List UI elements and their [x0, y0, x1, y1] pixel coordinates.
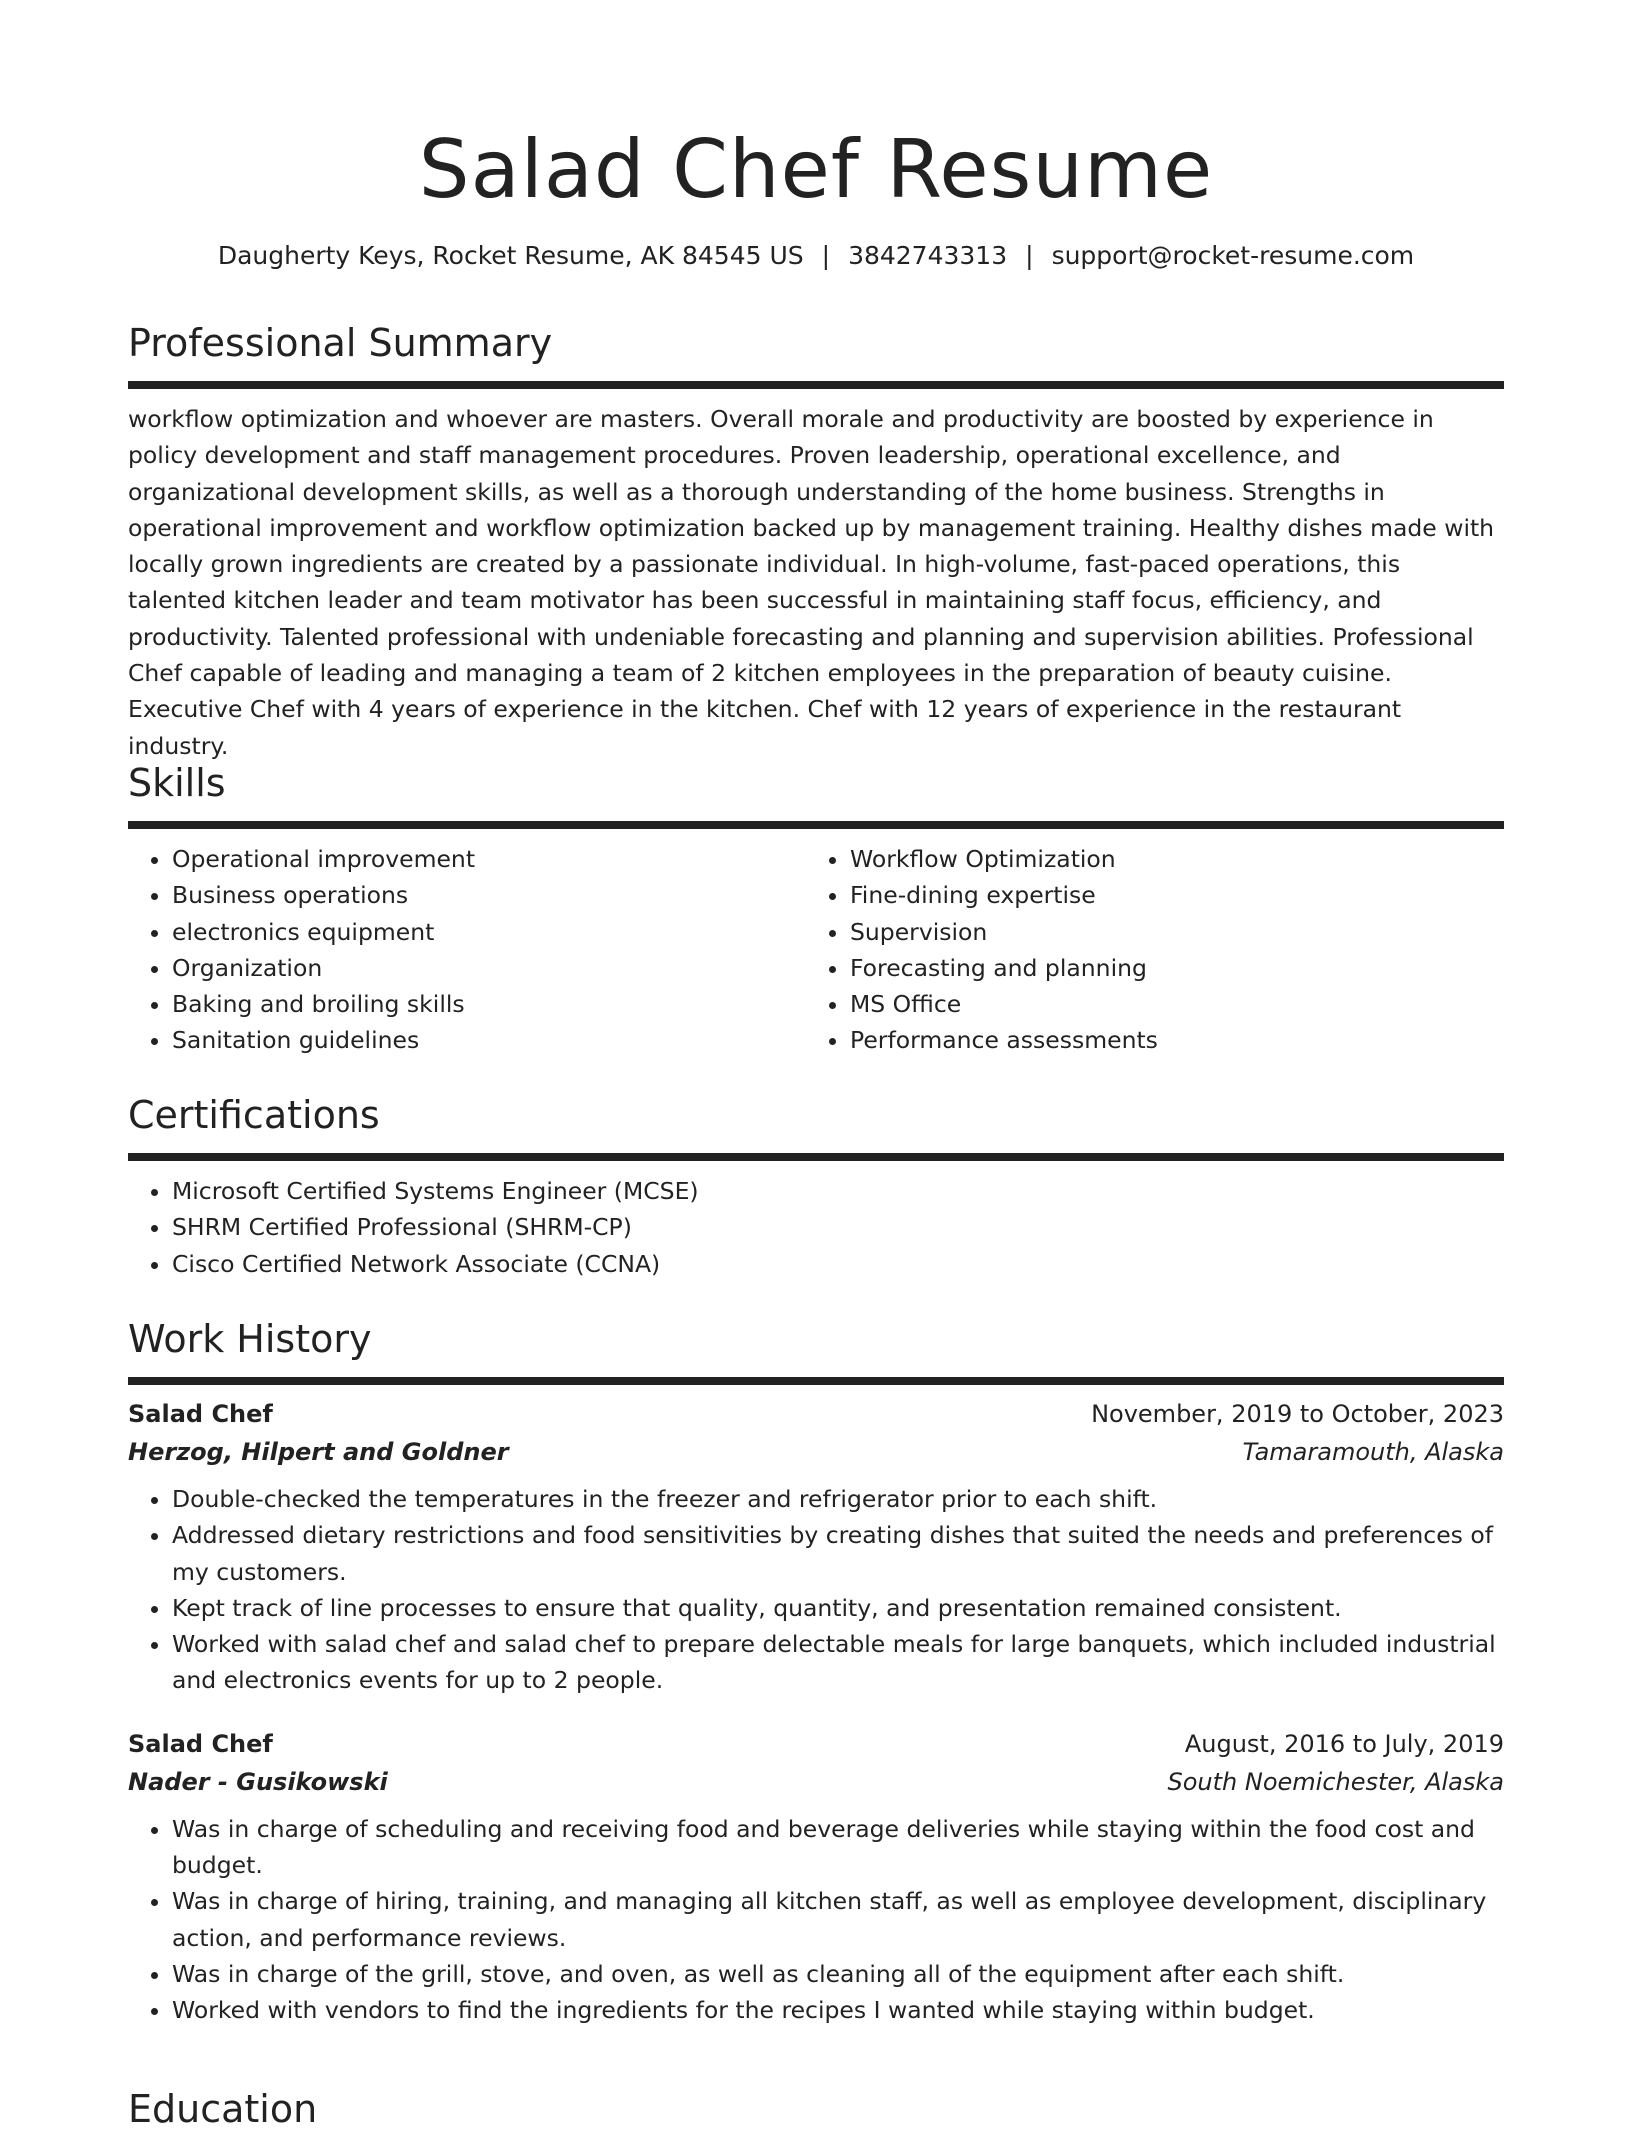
skill-item: • Supervision: [850, 914, 1484, 950]
skill-item: • Fine-dining expertise: [850, 877, 1484, 913]
certifications-list: [128, 1173, 1504, 1282]
skill-item: • Baking and broiling skills: [172, 986, 806, 1022]
contact-email: support@rocket-resume.com: [1051, 241, 1415, 270]
summary-section: [128, 318, 1504, 764]
certifications-heading: Certifications: [128, 1093, 380, 1137]
skills-columns: [128, 841, 1504, 1059]
job-bullet: • Worked with salad chef and salad chef to prepare delectable meals for large banquets, which included industrial and electronics events for up to 2 people.: [172, 1626, 1504, 1699]
job-header: [128, 1395, 1504, 1433]
contact-address: Daugherty Keys, Rocket Resume, AK 84545 US: [217, 241, 804, 270]
skill-item: • MS Office: [850, 986, 1484, 1022]
skill-item: • Organization: [172, 950, 806, 986]
job-bullets: [128, 1481, 1504, 1699]
skill-item: • Sanitation guidelines: [172, 1022, 806, 1058]
job-header: [128, 1725, 1504, 1763]
job-entry: [128, 1395, 1504, 1699]
job-subheader: [128, 1433, 1504, 1471]
job-dates: November, 2019 to October, 2023: [1091, 1400, 1504, 1428]
section-rule: [128, 821, 1504, 827]
skill-item: • Performance assessments: [850, 1022, 1484, 1058]
education-heading: Education: [128, 2087, 318, 2131]
contact-separator: |: [821, 241, 831, 270]
certification-item: • Microsoft Certified Systems Engineer (MCSE): [172, 1173, 1504, 1209]
contact-phone: 3842743313: [848, 241, 1008, 270]
job-dates: August, 2016 to July, 2019: [1184, 1729, 1504, 1758]
job-company: Herzog, Hilpert and Goldner: [128, 1438, 509, 1466]
skills-left-list: [128, 841, 806, 1059]
skill-item: • Forecasting and planning: [850, 950, 1484, 986]
job-bullet: • Worked with vendors to find the ingredients for the recipes I wanted while staying within budget.: [172, 1992, 1504, 2028]
section-rule: [128, 1377, 1504, 1383]
job-title: Salad Chef: [128, 1729, 273, 1758]
job-bullet: • Addressed dietary restrictions and food sensitivities by creating dishes that suited the needs and preferences of my customers.: [172, 1517, 1504, 1590]
skill-item: • electronics equipment: [172, 914, 806, 950]
summary-heading: Professional Summary: [128, 321, 553, 365]
contact-line: [128, 238, 1504, 274]
job-bullet: • Was in charge of the grill, stove, and oven, as well as cleaning all of the equipment after each shift.: [172, 1956, 1504, 1992]
job-bullet: • Was in charge of hiring, training, and managing all kitchen staff, as well as employee development, disciplinary action, and performance reviews.: [172, 1883, 1504, 1956]
job-bullet: • Kept track of line processes to ensure that quality, quantity, and presentation remained consistent.: [172, 1590, 1504, 1626]
job-location: South Noemichester, Alaska: [1167, 1767, 1504, 1796]
summary-text: workflow optimization and whoever are masters. Overall morale and productivity are boosted by experience in policy development and staff management procedures. Proven leadership, operational excellence, and organizational development skills, as well as a thorough understanding of the home business. Strengths in operational improvement and workflow optimization backed up by management training. Healthy dishes made with locally grown ingredients are created by a passionate individual. In high-volume, fast-paced operations, this talented kitchen leader and team motivator has been successful in maintaining staff focus, efficiency, and productivity. Talented professional with undeniable forecasting and planning and supervision abilities. Professional Chef capable of leading and managing a team of 2 kitchen employees in the preparation of beauty cuisine. Executive Chef with 4 years of experience in the kitchen. Chef with 12 years of experience in the restaurant industry.: [128, 405, 1495, 760]
job-bullet: • Double-checked the temperatures in the freezer and refrigerator prior to each shift.: [172, 1481, 1504, 1517]
section-rule: [128, 1153, 1504, 1159]
certification-item: • SHRM Certified Professional (SHRM-CP): [172, 1209, 1504, 1245]
contact-separator: |: [1025, 241, 1034, 270]
job-entry: [128, 1725, 1504, 2029]
skills-right-list: [806, 841, 1484, 1059]
job-subheader: [128, 1763, 1504, 1801]
skills-section: [128, 758, 1504, 1059]
skill-item: • Operational improvement: [172, 841, 806, 877]
section-rule: [128, 381, 1504, 387]
skills-heading: Skills: [128, 761, 226, 805]
certifications-section: [128, 1090, 1504, 1282]
education-section: [128, 2084, 1504, 2134]
page-title: Salad Chef Resume: [418, 123, 1214, 216]
skill-item: • Business operations: [172, 877, 806, 913]
certification-item: • Cisco Certified Network Associate (CCNA): [172, 1246, 1504, 1282]
job-bullets: [128, 1811, 1504, 2029]
job-location: Tamaramouth, Alaska: [1242, 1438, 1504, 1466]
work-history-heading: Work History: [128, 1317, 372, 1361]
skill-item: • Workflow Optimization: [850, 841, 1484, 877]
work-history-section: [128, 1314, 1504, 2029]
job-title: Salad Chef: [128, 1400, 273, 1428]
job-bullet: • Was in charge of scheduling and receiving food and beverage deliveries while staying within the food cost and budget.: [172, 1811, 1504, 1884]
job-company: Nader - Gusikowski: [128, 1767, 388, 1796]
